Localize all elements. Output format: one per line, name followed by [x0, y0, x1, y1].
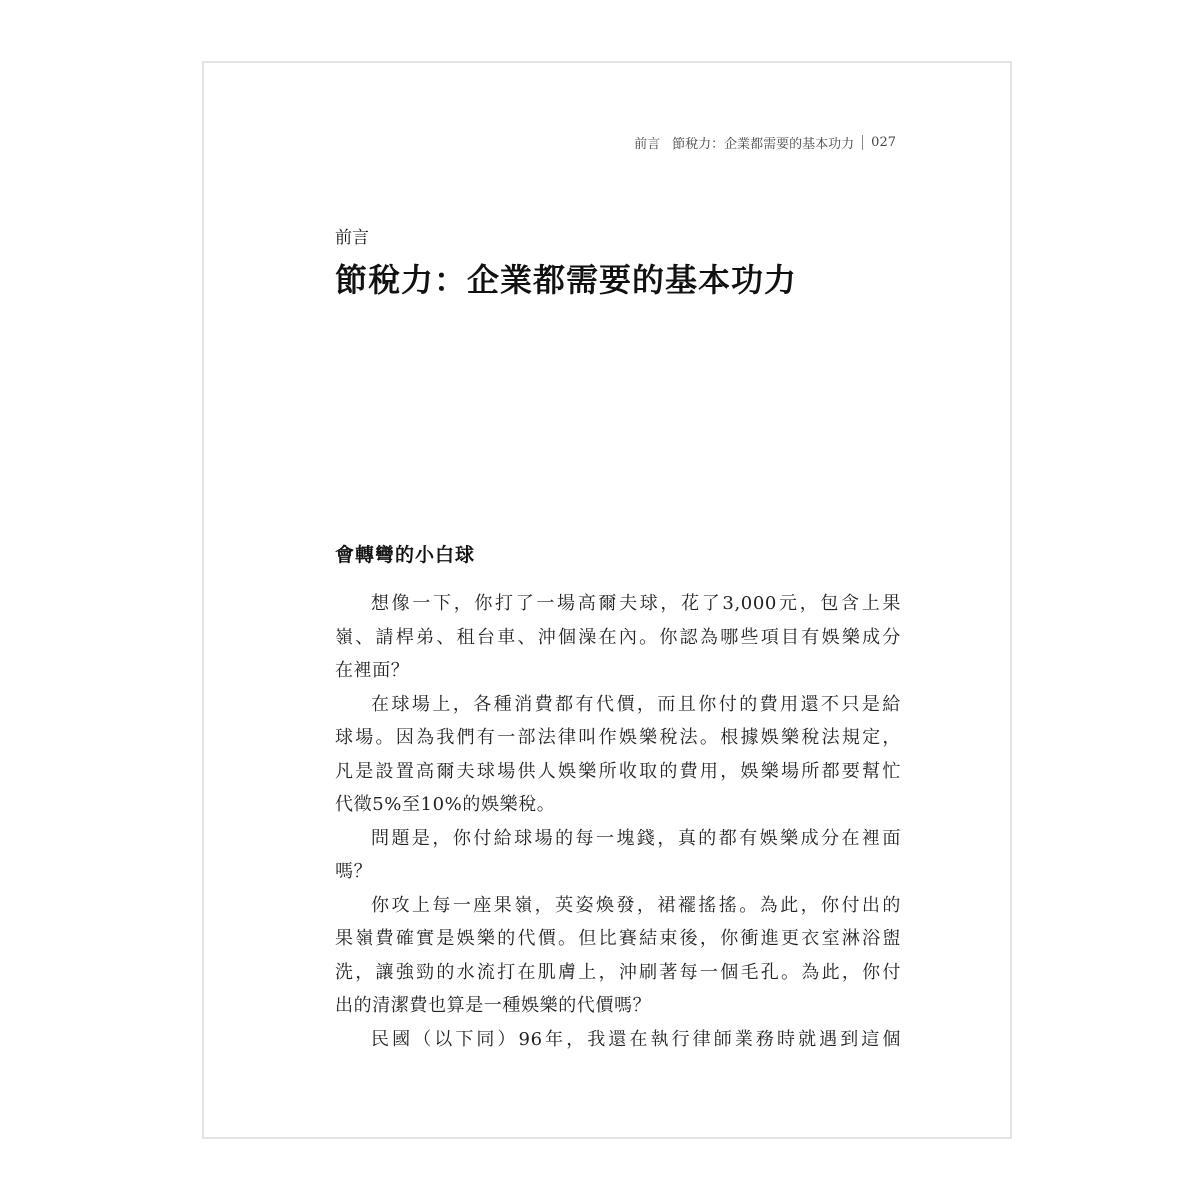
text-line: 想像一下，你打了一場高爾夫球，花了3,000元，包含上果 [371, 593, 901, 614]
running-header [634, 133, 896, 152]
text-line: 球場。因為我們有一部法律叫作娛樂稅法。根據娛樂稅法規定， [335, 727, 901, 748]
book-page [202, 61, 1012, 1139]
text-line: 凡是設置高爾夫球場供人娛樂所收取的費用，娛樂場所都要幫忙 [335, 760, 901, 782]
text-line: 果嶺費確實是娛樂的代價。但比賽結束後，你衝進更衣室淋浴盥 [335, 928, 901, 949]
chapter-title: 節稅力：企業都需要的基本功力 [335, 261, 798, 299]
running-header-divider [862, 135, 863, 150]
section-heading: 會轉彎的小白球 [335, 544, 476, 566]
text-line: 問題是，你付給球場的每一塊錢，真的都有娛樂成分在裡面 [371, 827, 901, 849]
page-number: 027 [871, 135, 896, 150]
text-line: 嶺、請桿弟、租台車、沖個澡在內。你認為哪些項目有娛樂成分 [335, 626, 901, 648]
text-line: 你攻上每一座果嶺，英姿煥發，裙襬搖搖。為此，你付出的 [371, 894, 901, 916]
paragraph [335, 688, 901, 822]
chapter-label: 前言 [335, 228, 369, 248]
paragraph [335, 1023, 901, 1057]
paragraph [335, 889, 901, 1023]
text-line: 在裡面？ [335, 660, 410, 681]
text-line: 代徵5%至10%的娛樂稅。 [335, 794, 556, 815]
text-line: 在球場上，各種消費都有代價，而且你付的費用還不只是給 [371, 693, 901, 715]
text-line: 嗎？ [335, 861, 373, 882]
text-line: 出的清潔費也算是一種娛樂的代價嗎？ [335, 995, 652, 1016]
running-header-title: 節稅力：企業都需要的基本功力 [672, 137, 855, 152]
paragraph [335, 587, 901, 688]
text-line: 洗，讓強勁的水流打在肌膚上，沖刷著每一個毛孔。為此，你付 [335, 961, 901, 983]
paragraph [335, 822, 901, 889]
running-header-section: 前言 [634, 137, 661, 152]
text-line: 民國（以下同）96年，我還在執行律師業務時就遇到這個 [371, 1028, 901, 1050]
body-text [335, 587, 901, 1056]
